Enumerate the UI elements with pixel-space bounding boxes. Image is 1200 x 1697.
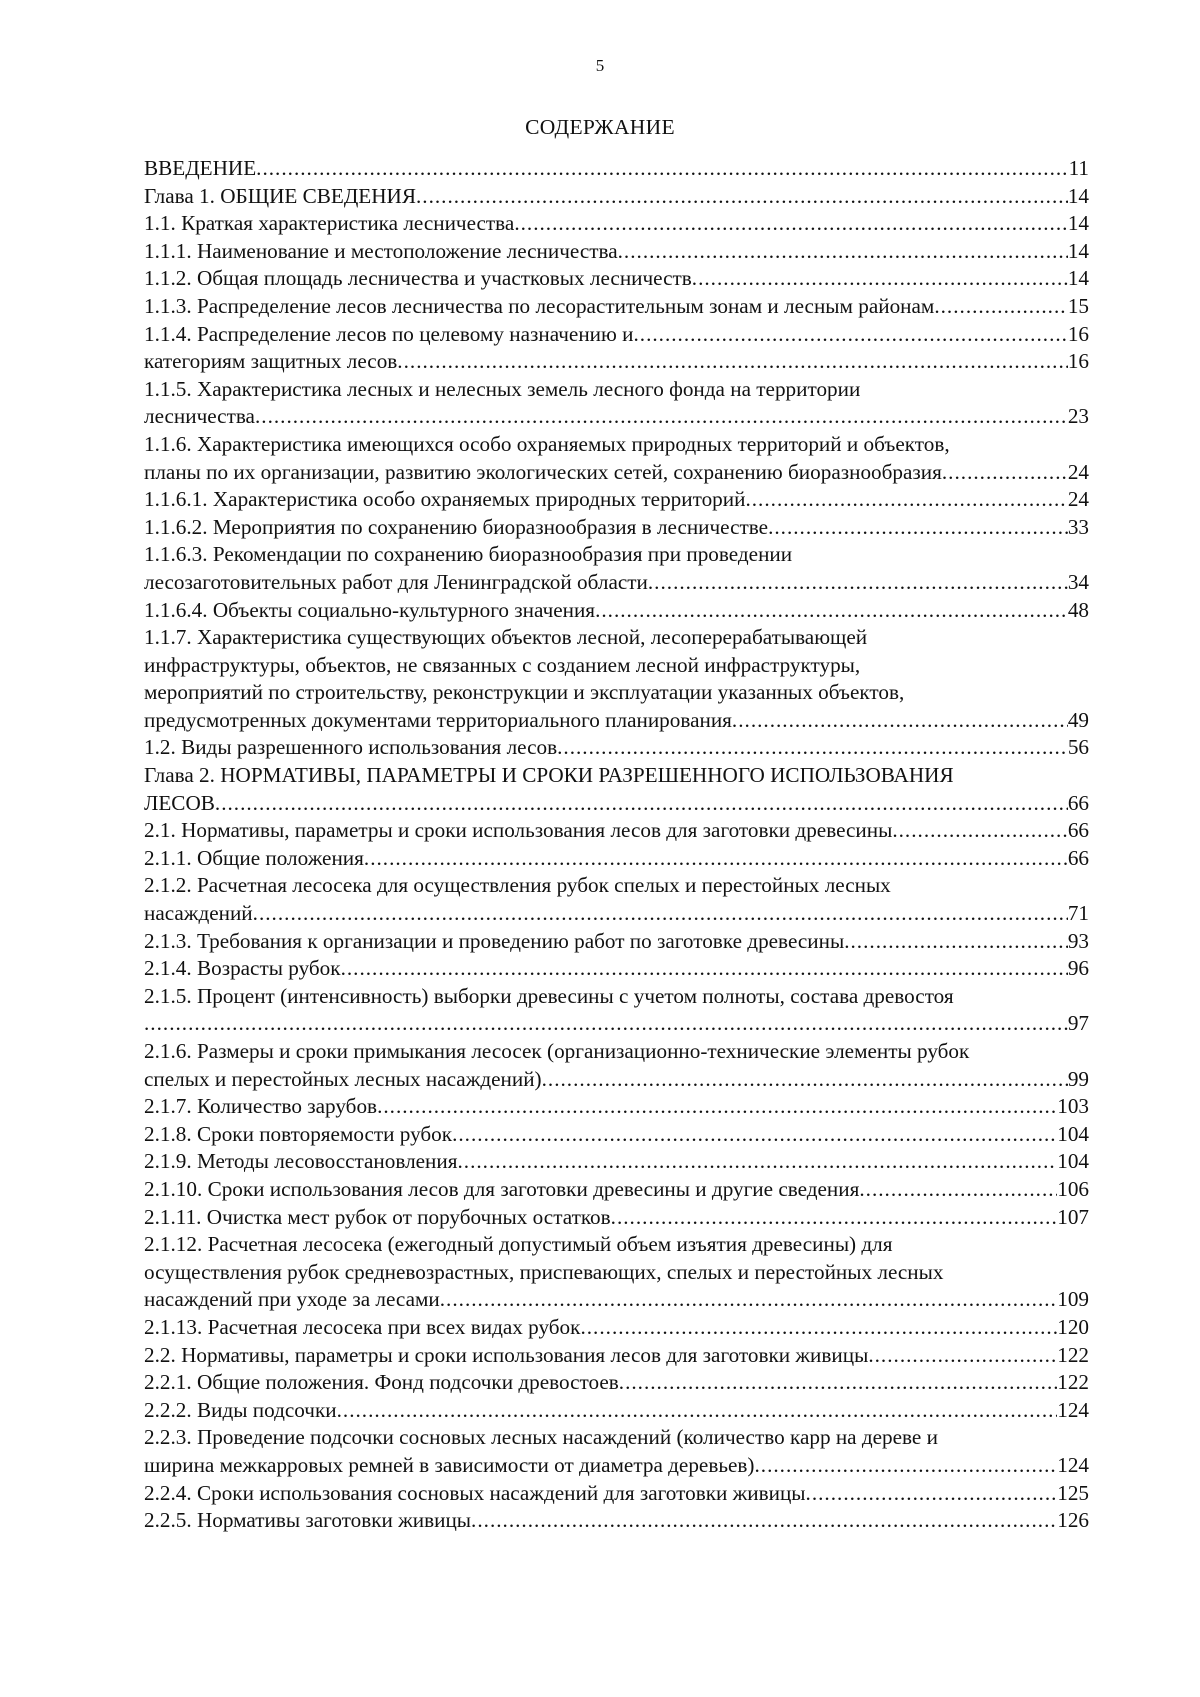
toc-entry-line bbox=[144, 541, 1089, 569]
toc-entry bbox=[144, 376, 1089, 431]
dot-leader bbox=[253, 900, 1068, 928]
toc-page-number: 122 bbox=[1057, 1342, 1089, 1367]
toc-entry bbox=[144, 597, 1089, 625]
toc-entry-text: мероприятий по строительству, реконструкции и эксплуатации указанных объектов, bbox=[144, 680, 905, 705]
toc-entry-text: лесозаготовительных работ для Ленинградской области bbox=[144, 569, 648, 594]
toc-page-number: 16 bbox=[1067, 349, 1089, 374]
toc-entry bbox=[144, 348, 1089, 376]
dot-leader bbox=[452, 1121, 1057, 1149]
toc-entry-text: насаждений при уходе за лесами bbox=[144, 1287, 440, 1312]
toc-entry-line bbox=[144, 1397, 1089, 1425]
toc-entry-line bbox=[144, 1507, 1089, 1535]
toc-page-number: 24 bbox=[1067, 487, 1089, 512]
toc-page-number: 96 bbox=[1067, 956, 1089, 981]
toc-entry bbox=[144, 155, 1089, 183]
toc-entry-text: 2.1.1. Общие положения bbox=[144, 845, 364, 870]
dot-leader bbox=[255, 403, 1068, 431]
toc-entry-text: 1.1.7. Характеристика существующих объектов лесной, лесоперерабатывающей bbox=[144, 625, 868, 650]
toc-entry-text: 2.2.4. Сроки использования сосновых насаждений для заготовки живицы bbox=[144, 1480, 806, 1505]
toc-entry bbox=[144, 265, 1089, 293]
toc-page-number: 56 bbox=[1067, 735, 1089, 760]
toc-entry-text: 1.1.4. Распределение лесов по целевому назначению и bbox=[144, 321, 634, 346]
toc-entry-line bbox=[144, 762, 1089, 790]
toc-entry-text: инфраструктуры, объектов, не связанных с созданием лесной инфраструктуры, bbox=[144, 652, 861, 677]
dot-leader bbox=[215, 790, 1068, 818]
toc-entry-text: спелых и перестойных лесных насаждений) bbox=[144, 1066, 542, 1091]
toc-page-number: 11 bbox=[1068, 156, 1089, 180]
toc-entry-text: 2.1.6. Размеры и сроки примыкания лесосек (организационно-технические элементы рубок bbox=[144, 1039, 970, 1063]
dot-leader bbox=[341, 955, 1068, 983]
toc-page-number: 124 bbox=[1057, 1452, 1089, 1477]
toc-entry-line bbox=[144, 624, 1089, 652]
toc-page-number: 14 bbox=[1067, 211, 1089, 236]
toc-entry-text: категориям защитных лесов bbox=[144, 349, 398, 374]
toc-entry-line bbox=[144, 1010, 1089, 1038]
toc-entry-line bbox=[144, 1148, 1089, 1176]
toc-entry-line bbox=[144, 183, 1089, 211]
toc-entry-text: 2.1.13. Расчетная лесосека при всех видах рубок bbox=[144, 1314, 581, 1339]
dot-leader bbox=[692, 265, 1068, 293]
toc-entry bbox=[144, 872, 1089, 927]
dot-leader bbox=[457, 1148, 1057, 1176]
toc-entry-text: 1.1.6.2. Мероприятия по сохранению биоразнообразия в лесничестве bbox=[144, 514, 769, 539]
toc-page-number: 14 bbox=[1067, 266, 1089, 291]
toc-page-number: 93 bbox=[1067, 928, 1089, 953]
toc-page-number: 71 bbox=[1067, 901, 1089, 926]
toc-entry bbox=[144, 541, 1089, 596]
toc-page-number: 126 bbox=[1057, 1508, 1089, 1533]
toc-entry-line bbox=[144, 1093, 1089, 1121]
toc-entry-line bbox=[144, 348, 1089, 376]
dot-leader bbox=[337, 1397, 1058, 1425]
toc-entry bbox=[144, 1507, 1089, 1535]
toc-entry bbox=[144, 955, 1089, 983]
toc-entry bbox=[144, 762, 1089, 817]
toc-entry-line bbox=[144, 597, 1089, 625]
toc-entry-line bbox=[144, 459, 1089, 487]
dot-leader bbox=[633, 321, 1067, 349]
dot-leader bbox=[942, 459, 1068, 487]
toc-page-number: 103 bbox=[1057, 1094, 1089, 1119]
dot-leader bbox=[397, 348, 1068, 376]
toc-entry-text: 1.1.6.4. Объекты социально-культурного значения bbox=[144, 597, 596, 622]
dot-leader bbox=[440, 1286, 1057, 1314]
toc-page-number: 66 bbox=[1067, 818, 1089, 843]
toc-entry-text: 2.1. Нормативы, параметры и сроки использования лесов для заготовки древесины bbox=[144, 818, 893, 843]
dot-leader bbox=[619, 1369, 1057, 1397]
dot-leader bbox=[542, 1066, 1068, 1094]
dot-leader bbox=[364, 845, 1068, 873]
toc-entry-line bbox=[144, 1286, 1089, 1314]
dot-leader bbox=[754, 1452, 1057, 1480]
toc-entry-line bbox=[144, 1369, 1089, 1397]
toc-page-number: 34 bbox=[1067, 569, 1089, 594]
toc-entry bbox=[144, 1369, 1089, 1397]
toc-entry-text: 2.2. Нормативы, параметры и сроки использования лесов для заготовки живицы bbox=[144, 1342, 869, 1367]
toc-entry-line bbox=[144, 1176, 1089, 1204]
toc-entry-text: 1.1.3. Распределение лесов лесничества по лесорастительным зонам и лесным районам bbox=[144, 293, 935, 318]
toc-entry-line bbox=[144, 569, 1089, 597]
dot-leader bbox=[745, 486, 1067, 514]
toc-entry bbox=[144, 1148, 1089, 1176]
toc-entry bbox=[144, 210, 1089, 238]
toc-entry bbox=[144, 1204, 1089, 1232]
toc-entry bbox=[144, 928, 1089, 956]
toc-entry bbox=[144, 983, 1089, 1038]
toc-entry-text: 1.1. Краткая характеристика лесничества bbox=[144, 211, 515, 236]
toc-entry-text: насаждений bbox=[144, 901, 253, 926]
toc-entry bbox=[144, 486, 1089, 514]
toc-entry-text: 1.2. Виды разрешенного использования лесов bbox=[144, 735, 558, 760]
dot-leader bbox=[859, 1176, 1057, 1204]
toc-page-number: 104 bbox=[1057, 1149, 1089, 1174]
toc-entry-text: 2.1.8. Сроки повторяемости рубок bbox=[144, 1121, 453, 1146]
dot-leader bbox=[892, 817, 1067, 845]
toc-entry bbox=[144, 1121, 1089, 1149]
toc-entry bbox=[144, 431, 1089, 486]
toc-entry bbox=[144, 817, 1089, 845]
toc-entry-text: 2.2.3. Проведение подсочки сосновых лесных насаждений (количество карр на дереве и bbox=[144, 1425, 938, 1450]
toc-entry-line bbox=[144, 155, 1089, 183]
toc-page-number: 125 bbox=[1057, 1480, 1089, 1505]
toc-page-number: 104 bbox=[1057, 1121, 1089, 1146]
toc-entry-text: 2.2.2. Виды подсочки bbox=[144, 1397, 337, 1422]
toc-entry-line bbox=[144, 265, 1089, 293]
toc-entry-text: 1.1.6.3. Рекомендации по сохранению биоразнообразия при проведении bbox=[144, 542, 793, 567]
dot-leader bbox=[471, 1507, 1057, 1535]
toc-entry-line bbox=[144, 955, 1089, 983]
toc-entry-text: 2.2.1. Общие положения. Фонд подсочки древостоев bbox=[144, 1370, 619, 1395]
dot-leader bbox=[416, 183, 1068, 211]
toc-page-number: 49 bbox=[1067, 707, 1089, 732]
toc-entry-line bbox=[144, 679, 1089, 707]
toc-entry-text: 2.1.12. Расчетная лесосека (ежегодный допустимый объем изъятия древесины) для bbox=[144, 1232, 893, 1257]
toc-entry-line bbox=[144, 790, 1089, 818]
toc-entry-line bbox=[144, 431, 1089, 459]
toc-entry-text: 1.1.2. Общая площадь лесничества и участковых лесничеств bbox=[144, 266, 692, 291]
toc-entry-text: 2.1.7. Количество зарубов bbox=[144, 1094, 378, 1119]
toc-entry-text: 2.1.2. Расчетная лесосека для осуществления рубок спелых и перестойных лесных bbox=[144, 873, 891, 898]
dot-leader bbox=[732, 707, 1068, 735]
toc-entry bbox=[144, 1397, 1089, 1425]
toc-entry-line bbox=[144, 376, 1089, 404]
toc-entry-text: 1.1.5. Характеристика лесных и нелесных земель лесного фонда на территории bbox=[144, 376, 861, 401]
toc-page-number: 122 bbox=[1057, 1370, 1089, 1395]
toc-page-number: 120 bbox=[1057, 1314, 1089, 1339]
toc-page-number: 107 bbox=[1057, 1204, 1089, 1229]
toc-entry bbox=[144, 1176, 1089, 1204]
toc-page-number: 124 bbox=[1057, 1397, 1089, 1422]
toc-entry-line bbox=[144, 1342, 1089, 1370]
toc-page-number: 109 bbox=[1057, 1287, 1089, 1312]
toc-entry bbox=[144, 183, 1089, 211]
toc-entry-line bbox=[144, 321, 1089, 349]
toc-entry bbox=[144, 238, 1089, 266]
dot-leader bbox=[868, 1342, 1057, 1370]
toc-entry-line bbox=[144, 928, 1089, 956]
toc-entry bbox=[144, 624, 1089, 734]
dot-leader bbox=[934, 293, 1067, 321]
toc-entry-line bbox=[144, 486, 1089, 514]
toc-page-number: 33 bbox=[1067, 514, 1089, 539]
toc-entry-text: 2.1.11. Очистка мест рубок от порубочных остатков bbox=[144, 1204, 611, 1229]
toc-entry-text: 2.1.10. Сроки использования лесов для заготовки древесины и другие сведения bbox=[144, 1176, 860, 1201]
toc-entry-text: 1.1.6.1. Характеристика особо охраняемых природных территорий bbox=[144, 487, 746, 512]
toc-entry-text: 2.1.9. Методы лесовосстановления bbox=[144, 1149, 458, 1174]
toc-entry-line bbox=[144, 734, 1089, 762]
toc-entry-line bbox=[144, 1038, 1089, 1066]
toc-entry-text: планы по их организации, развитию экологических сетей, сохранению биоразнообразия bbox=[144, 459, 942, 484]
toc-entry bbox=[144, 1342, 1089, 1370]
dot-leader bbox=[514, 210, 1068, 238]
toc-entry-line bbox=[144, 1204, 1089, 1232]
toc-entry bbox=[144, 514, 1089, 542]
toc-entry-text: Глава 1. ОБЩИЕ СВЕДЕНИЯ bbox=[144, 183, 416, 208]
dot-leader bbox=[595, 597, 1068, 625]
page-title: СОДЕРЖАНИЕ bbox=[525, 115, 675, 139]
dot-leader bbox=[806, 1480, 1058, 1508]
dot-leader bbox=[618, 238, 1068, 266]
toc-entry bbox=[144, 1038, 1089, 1093]
toc-page-number: 16 bbox=[1067, 321, 1089, 346]
toc-entry-line bbox=[144, 1480, 1089, 1508]
toc-entry-line bbox=[144, 817, 1089, 845]
dot-leader bbox=[648, 569, 1068, 597]
toc-page-number: 23 bbox=[1067, 404, 1089, 429]
toc-page-number: 14 bbox=[1067, 183, 1089, 208]
toc-entry-line bbox=[144, 1231, 1089, 1259]
toc-entry bbox=[144, 1314, 1089, 1342]
toc-entry-line bbox=[144, 514, 1089, 542]
toc-page-number: 14 bbox=[1067, 238, 1089, 263]
toc-entry-line bbox=[144, 403, 1089, 431]
dot-leader bbox=[611, 1204, 1058, 1232]
toc-entry-line bbox=[144, 845, 1089, 873]
toc-page-number: 106 bbox=[1057, 1176, 1089, 1201]
toc-page-number: 66 bbox=[1067, 790, 1089, 815]
toc-entry-line bbox=[144, 1452, 1089, 1480]
toc-entry-text: Глава 2. НОРМАТИВЫ, ПАРАМЕТРЫ И СРОКИ РАЗРЕШЕННОГО ИСПОЛЬЗОВАНИЯ bbox=[144, 763, 954, 788]
toc-entry bbox=[144, 1093, 1089, 1121]
toc-entry-line bbox=[144, 900, 1089, 928]
toc-entry-line bbox=[144, 293, 1089, 321]
toc-entry bbox=[144, 734, 1089, 762]
dot-leader bbox=[377, 1093, 1057, 1121]
toc-entry-line bbox=[144, 238, 1089, 266]
toc-entry-line bbox=[144, 983, 1089, 1011]
toc-entry-line bbox=[144, 210, 1089, 238]
toc-entry-line bbox=[144, 707, 1089, 735]
toc-entry-text: 2.1.4. Возрасты рубок bbox=[144, 956, 341, 981]
toc-page-number: 99 bbox=[1067, 1066, 1089, 1091]
toc-entry-text: лесничества bbox=[144, 404, 255, 429]
dot-leader bbox=[580, 1314, 1057, 1342]
toc-entry bbox=[144, 1231, 1089, 1314]
toc-entry-text: ЛЕСОВ bbox=[144, 790, 215, 815]
toc-entry-text: ширина межкарровых ремней в зависимости от диаметра деревьев) bbox=[144, 1452, 755, 1477]
toc-entry bbox=[144, 1480, 1089, 1508]
table-of-contents bbox=[144, 155, 1089, 1535]
toc-entry-text: 1.1.1. Наименование и местоположение лесничества bbox=[144, 238, 618, 263]
toc-entry-line bbox=[144, 652, 1089, 680]
toc-entry-line bbox=[144, 1314, 1089, 1342]
toc-entry-line bbox=[144, 1259, 1089, 1287]
toc-entry-text: 2.1.3. Требования к организации и проведению работ по заготовке древесины bbox=[144, 928, 845, 953]
dot-leader bbox=[557, 734, 1068, 762]
dot-leader bbox=[768, 514, 1068, 542]
dot-leader bbox=[256, 155, 1068, 183]
toc-entry-line bbox=[144, 1066, 1089, 1094]
toc-entry-text: 2.1.5. Процент (интенсивность) выборки древесины с учетом полноты, состава древостоя bbox=[144, 983, 954, 1008]
toc-entry-text: ВВЕДЕНИЕ bbox=[144, 156, 257, 180]
toc-entry bbox=[144, 293, 1089, 321]
dot-leader bbox=[844, 928, 1068, 956]
dot-leader bbox=[144, 1010, 1068, 1038]
toc-entry-line bbox=[144, 1121, 1089, 1149]
toc-entry-line bbox=[144, 872, 1089, 900]
toc-entry-text: предусмотренных документами территориального планирования bbox=[144, 707, 732, 732]
toc-entry bbox=[144, 1424, 1089, 1479]
toc-entry bbox=[144, 321, 1089, 349]
toc-page-number: 97 bbox=[1067, 1011, 1089, 1036]
toc-page-number: 15 bbox=[1067, 293, 1089, 318]
toc-entry bbox=[144, 845, 1089, 873]
toc-page-number: 66 bbox=[1067, 845, 1089, 870]
page-number: 5 bbox=[595, 56, 605, 75]
toc-page-number: 48 bbox=[1067, 597, 1089, 622]
toc-entry-line bbox=[144, 1424, 1089, 1452]
toc-page-number: 24 bbox=[1067, 459, 1089, 484]
toc-entry-text: 1.1.6. Характеристика имеющихся особо охраняемых природных территорий и объектов, bbox=[144, 431, 950, 456]
toc-entry-text: 2.2.5. Нормативы заготовки живицы bbox=[144, 1508, 472, 1533]
toc-entry-text: осуществления рубок средневозрастных, приспевающих, спелых и перестойных лесных bbox=[144, 1259, 944, 1284]
